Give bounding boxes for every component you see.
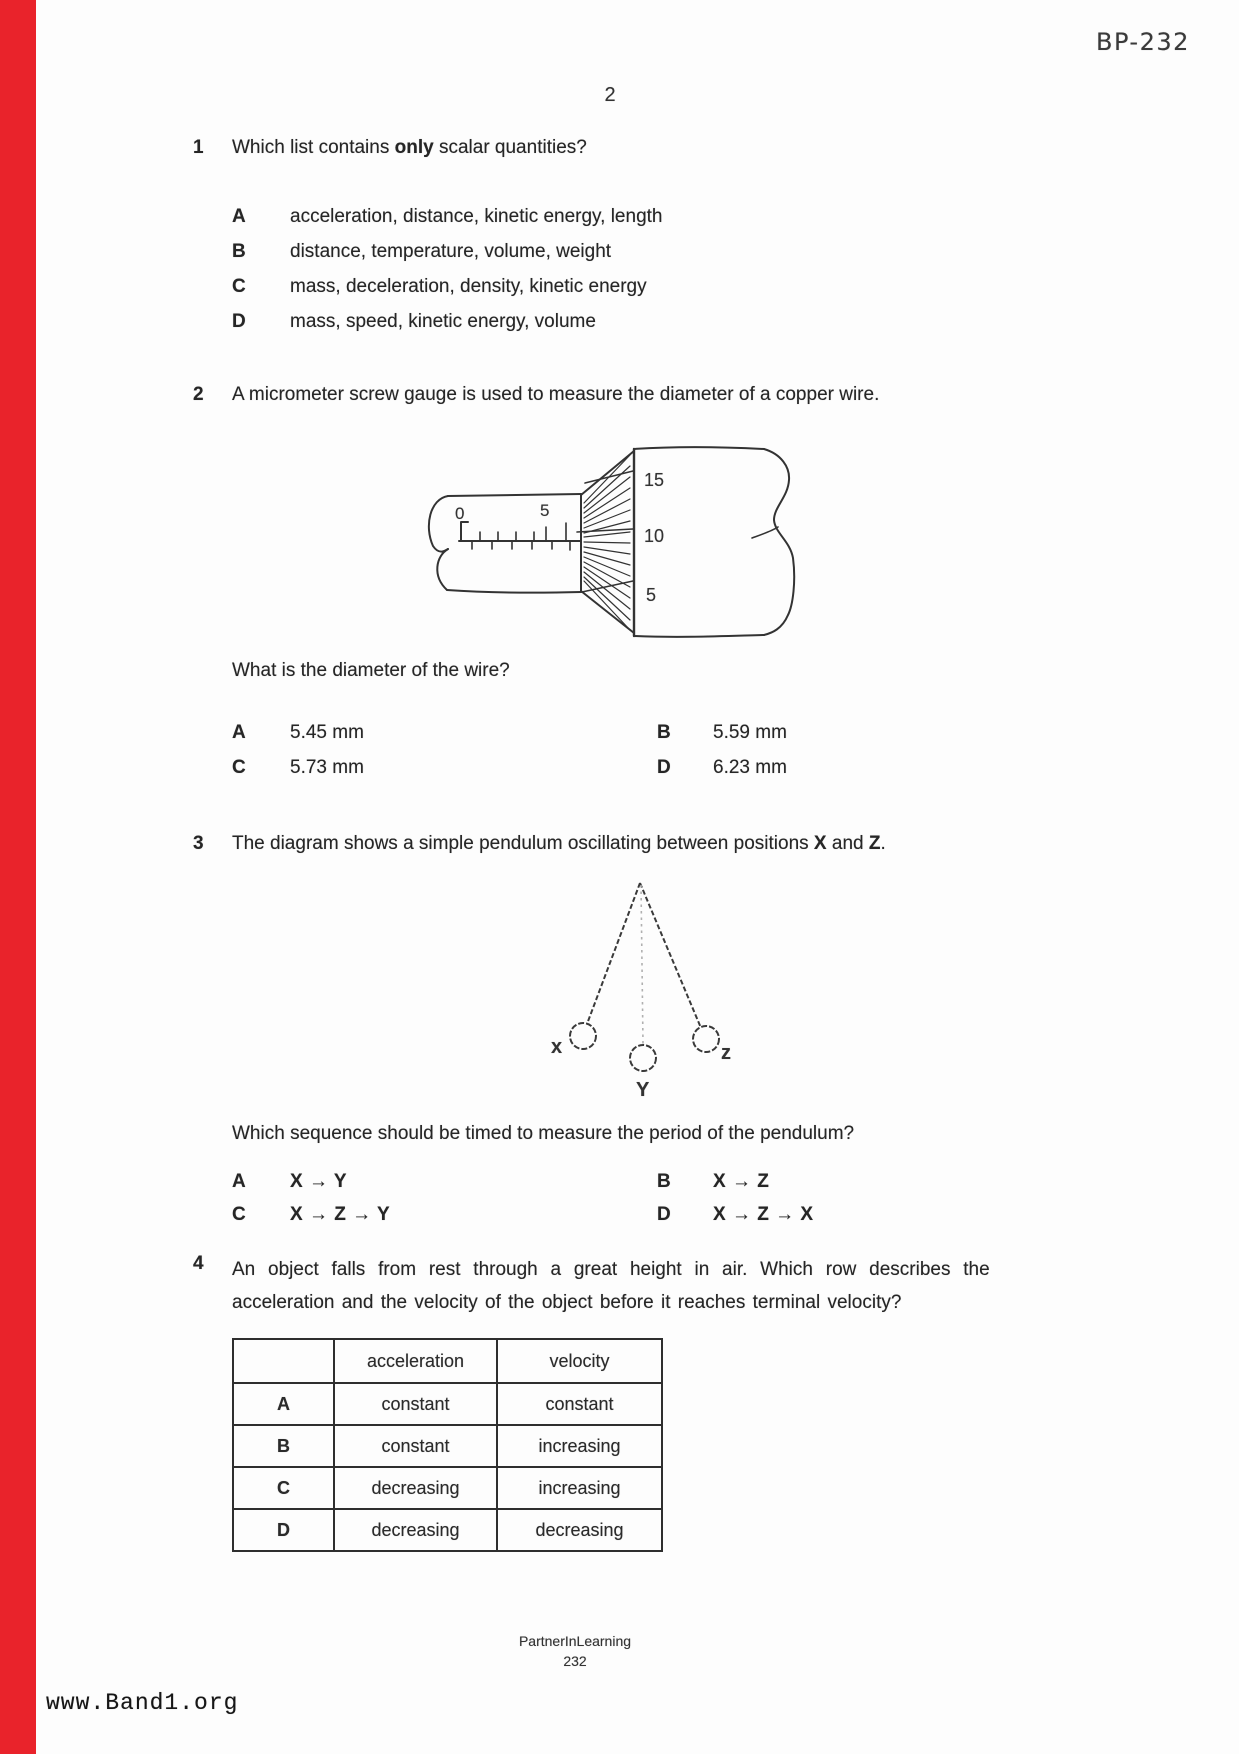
pendulum-label-y: Y: [636, 1079, 650, 1101]
paper-code: BP-232: [1096, 28, 1190, 56]
option-text: 5.59 mm: [713, 722, 787, 743]
cell-velocity: increasing: [497, 1425, 662, 1467]
row-letter: B: [233, 1425, 334, 1467]
q2-sub-question: What is the diameter of the wire?: [232, 660, 510, 681]
micrometer-barrel-bottom: [447, 590, 581, 593]
q2-option-a: [232, 722, 364, 744]
q4-text-line1: An object falls from rest through a great height in air. Which row describes the: [232, 1259, 990, 1280]
option-letter: C: [232, 1204, 246, 1225]
option-text: 5.45 mm: [290, 722, 364, 743]
main-scale-label-0: 0: [455, 504, 465, 523]
cell-acceleration: constant: [334, 1425, 497, 1467]
option-text: mass, deceleration, density, kinetic energy: [290, 276, 647, 297]
option-text: X → Z → Y: [290, 1204, 391, 1225]
q1-text-bold: only: [394, 137, 434, 158]
q3-text-before: The diagram shows a simple pendulum oscillating between positions: [232, 833, 814, 854]
footer-page-code: 232: [563, 1653, 587, 1669]
q2-option-b: [657, 722, 787, 744]
option-text: X → Z → X: [713, 1204, 814, 1225]
micrometer-barrel-lower-left: [437, 549, 448, 590]
q1-option-c: [232, 276, 647, 298]
option-text: X → Z: [713, 1171, 770, 1192]
table-row: [233, 1383, 662, 1425]
cell-velocity: decreasing: [497, 1509, 662, 1551]
option-letter: A: [232, 206, 246, 227]
cell-acceleration: constant: [334, 1383, 497, 1425]
option-text: 6.23 mm: [713, 757, 787, 778]
option-text: X → Y: [290, 1171, 348, 1192]
q4-table: [232, 1338, 663, 1552]
q1-option-b: [232, 241, 611, 263]
main-scale-zero-tick: [461, 522, 468, 541]
q2-number: 2: [193, 384, 204, 405]
q3-option-a: [232, 1171, 347, 1193]
q3-number: 3: [193, 833, 204, 854]
micrometer-barrel-cap: [429, 496, 448, 552]
q3-text-end: .: [880, 833, 886, 854]
cell-velocity: constant: [497, 1383, 662, 1425]
option-letter: B: [657, 1171, 671, 1192]
q3-option-b: [657, 1171, 769, 1193]
option-text: 5.73 mm: [290, 757, 364, 778]
row-letter: D: [233, 1509, 334, 1551]
thimble-right-edge: [764, 449, 794, 635]
thimble-top-edge: [634, 447, 764, 449]
option-letter: B: [657, 722, 671, 743]
q4-number: 4: [193, 1253, 204, 1274]
table-corner-cell: [233, 1339, 334, 1383]
pendulum-diagram: [520, 862, 765, 1107]
q1-text-after: scalar quantities?: [433, 137, 587, 158]
q3-text-mid: and: [826, 833, 869, 854]
q3-option-d: [657, 1204, 814, 1226]
footer-brand: PartnerInLearning: [518, 1633, 632, 1649]
cell-acceleration: decreasing: [334, 1467, 497, 1509]
table-header-acceleration: acceleration: [334, 1339, 497, 1383]
cone-lower-edge: [581, 591, 634, 633]
page-number: 2: [604, 84, 616, 106]
option-letter: B: [232, 241, 246, 262]
q3-option-c: [232, 1204, 390, 1226]
q1-option-d: [232, 311, 596, 333]
main-scale-label-5: 5: [540, 501, 550, 520]
pendulum-bob-y: [630, 1045, 656, 1071]
table-row: [233, 1509, 662, 1551]
table-header-velocity: velocity: [497, 1339, 662, 1383]
q4-text-line2: acceleration and the velocity of the object before it reaches terminal velocity?: [232, 1292, 902, 1313]
q3-sub-question: Which sequence should be timed to measure the period of the pendulum?: [232, 1123, 855, 1144]
option-letter: D: [657, 1204, 671, 1225]
option-letter: C: [232, 276, 246, 297]
q1-text-before: Which list contains: [232, 137, 395, 158]
pendulum-string-left: [587, 883, 640, 1024]
q3-text: [232, 833, 886, 855]
thimble-overlap-arc: [752, 527, 778, 538]
thimble-label-5: 5: [646, 585, 657, 605]
option-letter: C: [232, 757, 246, 778]
q2-option-c: [232, 757, 364, 779]
thimble-label-10: 10: [644, 526, 665, 546]
option-text: acceleration, distance, kinetic energy, length: [290, 206, 663, 227]
option-letter: A: [232, 1171, 246, 1192]
micrometer-sleeve-top: [448, 494, 581, 496]
pendulum-bob-z: [693, 1026, 719, 1052]
option-letter: D: [657, 757, 671, 778]
cell-acceleration: decreasing: [334, 1509, 497, 1551]
q3-text-x: X: [813, 833, 827, 854]
row-letter: C: [233, 1467, 334, 1509]
row-letter: A: [233, 1383, 334, 1425]
q1-number: 1: [193, 137, 204, 158]
q2-option-d: [657, 757, 787, 779]
pendulum-label-z: z: [721, 1042, 731, 1064]
q1-text: [232, 137, 587, 159]
table-header-row: [233, 1339, 662, 1383]
table-row: [233, 1425, 662, 1467]
main-scale-upper-ticks: [480, 523, 566, 541]
thimble-bottom-edge: [634, 635, 764, 637]
watermark-url: www.Band1.org: [46, 1690, 239, 1716]
pendulum-string-right: [640, 883, 701, 1028]
thimble-label-15: 15: [644, 470, 665, 490]
pendulum-bob-x: [570, 1023, 596, 1049]
q1-option-a: [232, 206, 662, 228]
micrometer-diagram: [415, 438, 810, 653]
cell-velocity: increasing: [497, 1467, 662, 1509]
main-scale-lower-ticks: [472, 541, 570, 550]
option-letter: D: [232, 311, 246, 332]
option-letter: A: [232, 722, 246, 743]
pendulum-string-center: [641, 885, 643, 1044]
table-row: [233, 1467, 662, 1509]
q2-text: A micrometer screw gauge is used to measure the diameter of a copper wire.: [232, 384, 880, 405]
option-text: distance, temperature, volume, weight: [290, 241, 612, 262]
option-text: mass, speed, kinetic energy, volume: [290, 311, 596, 332]
scan-edge-red-stripe: [0, 0, 36, 1754]
q4-text: [232, 1253, 1044, 1319]
q3-text-z: Z: [868, 833, 881, 854]
thimble-grad-10: [577, 529, 633, 532]
pendulum-label-x: x: [551, 1036, 563, 1058]
